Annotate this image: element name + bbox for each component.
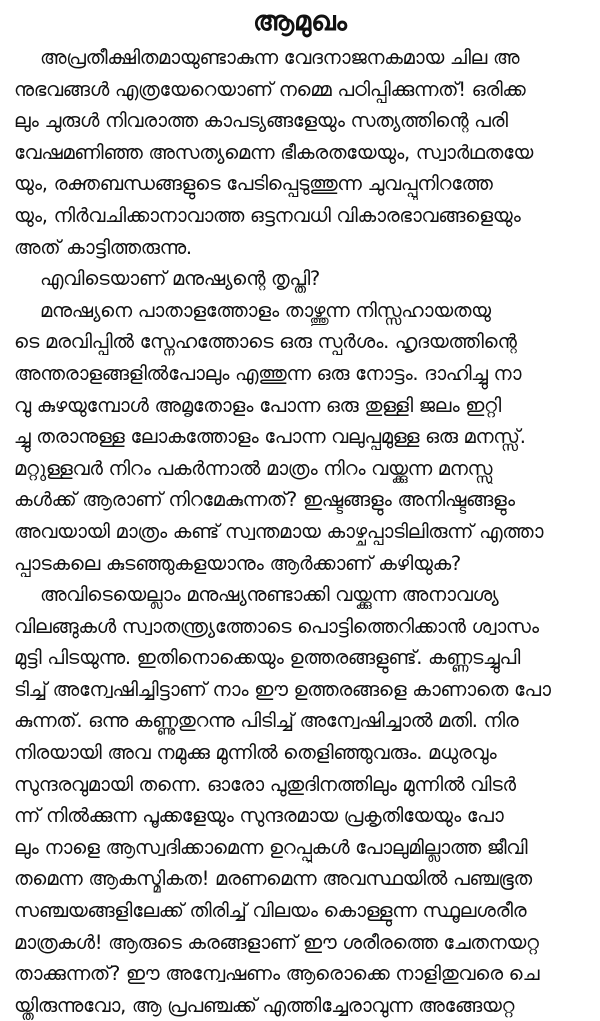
text-line: അന്തരാളങ്ങളിൽപോലും എത്തുന്ന ഒരു നോട്ടം. ദാഹിച്ചു നാ bbox=[14, 361, 522, 385]
text-line: യും, രക്തബന്ധങ്ങളുടെ പേടിപ്പെടുത്തുന്ന ചുവപ്പുനിറത്തേ bbox=[14, 172, 493, 196]
text-line: അവയായി മാത്രം കണ്ട് സ്വന്തമായ കാഴ്ചപ്പാടിലിരുന്ന് എത്താ bbox=[14, 519, 544, 543]
text-line: വിലങ്ങുകൾ സ്വാതന്ത്ര്യത്തോടെ പൊട്ടിത്തെറിക്കാൻ ശ്വാസം bbox=[14, 614, 539, 638]
text-line: നുഭവങ്ങൾ എത്രയേറെയാണ് നമ്മെ പഠിപ്പിക്കുന്നത്! ഒരിക്ക bbox=[14, 77, 526, 101]
text-line: ടെ മരവിപ്പിൽ സ്നേഹത്തോടെ ഒരു സ്പർശം. ഹൃദയത്തിന്റെ bbox=[14, 330, 517, 354]
text-line: താക്കുന്നത്? ഈ അന്വേഷണം ആരൊക്കെ നാളിതുവരെ ചെ bbox=[14, 962, 540, 986]
paragraph-3 bbox=[14, 295, 586, 579]
text-line: ച്ചു തരാനുള്ള ലോകത്തോളം പോന്ന വലുപ്പമുള്ള ഒരു മനസ്സ്. bbox=[14, 425, 526, 449]
paragraph-1 bbox=[14, 42, 586, 263]
text-line: എവിടെയാണ് മനുഷ്യന്റെ തൃപ്തി? bbox=[40, 267, 320, 291]
text-line: പ്പാടകലെ കുടഞ്ഞുകളയാനും ആർക്കാണ് കഴിയുക? bbox=[14, 551, 461, 575]
text-line: കുന്നത്. ഒന്നു കണ്ണുതുറന്നു പിടിച്ച് അന്വേഷിച്ചാൽ മതി. നിര bbox=[14, 709, 519, 733]
text-line: ന്ന് നിൽക്കുന്ന പൂക്കളേയും സുന്ദരമായ പ്രകൃതിയേയും പോ bbox=[14, 804, 504, 828]
text-line: ലും നാളെ ആസ്വദിക്കാമെന്ന ഉറപ്പുകൾ പോലുമില്ലാത്ത ജീവി bbox=[14, 835, 528, 859]
text-line: വേഷമണിഞ്ഞ അസത്യമെന്ന ഭീകരതയേയും, സ്വാർഥതയേ bbox=[14, 140, 534, 164]
text-line: അവിടെയെല്ലാം മനുഷ്യനുണ്ടാക്കി വയ്ക്കുന്ന അനാവശ്യ bbox=[40, 583, 499, 607]
text-line: യ്തിരുന്നുവോ, ആ പ്രപഞ്ചക്ക് എത്തിച്ചേരാവുന്ന അങ്ങേയറ്റ bbox=[14, 993, 515, 1017]
text-line: യും, നിർവചിക്കാനാവാത്ത ഒട്ടനവധി വികാരഭാവങ്ങളെയും bbox=[14, 203, 521, 227]
text-line: മറ്റുള്ളവർ നിറം പകർന്നാൽ മാത്രം നിറം വയ്ക്കുന്ന മനസ്സു bbox=[14, 456, 493, 480]
text-line: വു കുഴയുമ്പോൾ അമൃതോളം പോന്ന ഒരു തുള്ളി ജലം ഇറ്റി bbox=[14, 393, 501, 417]
text-line: തമെന്ന ആകസ്മികത! മരണമെന്ന അവസ്ഥയിൽ പഞ്ചഭൂത bbox=[14, 867, 532, 891]
paragraph-4 bbox=[14, 579, 586, 1021]
text-line: കൾക്ക് ആരാണ് നിറമേകുന്നത്? ഇഷ്ടങ്ങളും അനിഷ്ടങ്ങളും bbox=[14, 488, 515, 512]
text-line: അത് കാട്ടിത്തരുന്നു. bbox=[14, 235, 192, 259]
text-line: സഞ്ചയങ്ങളിലേക്ക് തിരിച്ച് വിലയം കൊള്ളുന്ന സ്ഥൂലശരീര bbox=[14, 899, 527, 923]
page-title: ആമുഖം bbox=[253, 6, 347, 37]
text-line: ടിച്ച് അന്വേഷിച്ചിട്ടാണ് നാം ഈ ഉത്തരങ്ങളെ കാണാതെ പോ bbox=[14, 677, 551, 701]
text-line: നിരയായി അവ നമുക്കു മുന്നിൽ തെളിഞ്ഞുവരും. മധുരവും bbox=[14, 741, 497, 765]
text-line: മനുഷ്യനെ പാതാളത്തോളം താഴ്ത്തുന്ന നിസ്സഹായതയു bbox=[40, 298, 491, 322]
text-line: അപ്രതീക്ഷിതമായുണ്ടാകുന്ന വേദനാജനകമായ ചില അ bbox=[40, 46, 520, 69]
text-line: മാത്രകൾ! ആരുടെ കരങ്ങളാണ് ഈ ശരീരത്തെ ചേതനയറ്റ bbox=[14, 930, 539, 954]
paragraph-2 bbox=[14, 263, 586, 295]
text-line: മുട്ടി പിടയുന്നു. ഇതിനൊക്കെയും ഉത്തരങ്ങളുണ്ട്. കണ്ണടച്ചുപി bbox=[14, 646, 521, 670]
text-line: സുന്ദരവുമായി തന്നെ. ഓരോ പുതുദിനത്തിലും മുന്നിൽ വിടർ bbox=[14, 772, 516, 796]
text-line: ലും ചുരുൾ നിവരാത്ത കാപട്യങ്ങളേയും സത്യത്തിന്റെ പരി bbox=[14, 109, 508, 133]
